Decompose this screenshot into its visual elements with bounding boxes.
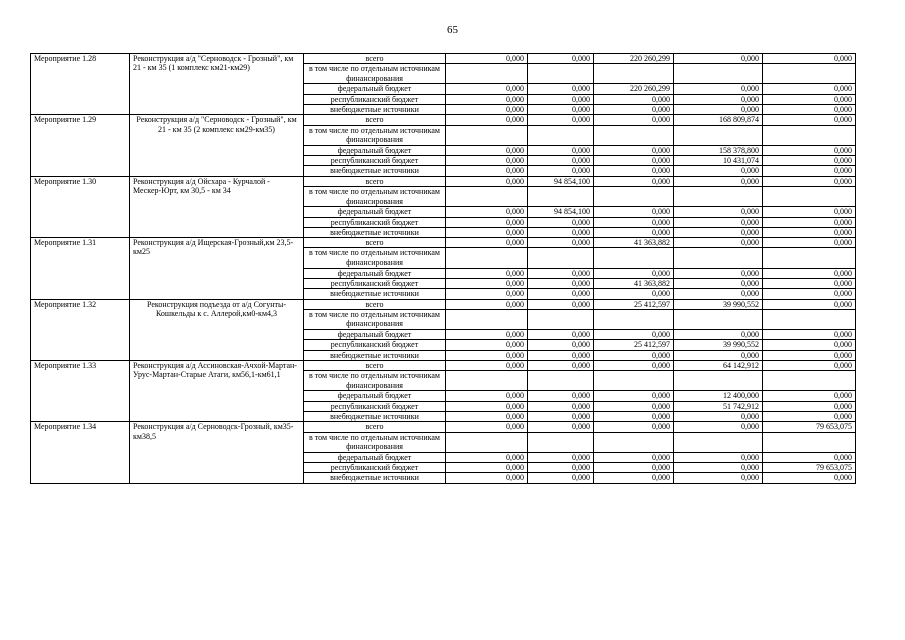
amount-cell [446,64,528,84]
amount-cell [674,432,763,452]
amount-cell [528,248,594,268]
amount-cell [763,64,856,84]
amount-cell: 0,000 [446,289,528,299]
amount-cell [528,371,594,391]
amount-cell: 0,000 [763,473,856,483]
amount-cell: 0,000 [528,463,594,473]
funding-source: в том числе по отдельным источникам финансирования [304,248,446,268]
funding-source: всего [304,115,446,125]
amount-cell: 0,000 [528,350,594,360]
funding-source: всего [304,176,446,186]
amount-cell: 0,000 [446,473,528,483]
amount-cell [594,432,674,452]
amount-cell: 0,000 [674,54,763,64]
amount-cell: 0,000 [446,278,528,288]
event-title: Реконструкция а/д Серноводск-Грозный, км35-км38,5 [130,422,304,483]
funding-source: внебюджетные источники [304,166,446,176]
amount-cell [594,125,674,145]
amount-cell: 0,000 [446,207,528,217]
amount-cell: 0,000 [674,463,763,473]
amount-cell [446,432,528,452]
amount-cell: 64 142,912 [674,360,763,370]
amount-cell: 0,000 [528,166,594,176]
amount-cell: 10 431,074 [674,156,763,166]
amount-cell: 0,000 [446,238,528,248]
amount-cell: 0,000 [528,105,594,115]
amount-cell: 0,000 [528,145,594,155]
amount-cell [763,432,856,452]
amount-cell [528,187,594,207]
amount-cell [446,125,528,145]
table-row [31,54,856,64]
amount-cell [446,248,528,268]
amount-cell: 12 400,000 [674,391,763,401]
amount-cell: 0,000 [528,115,594,125]
table-row [31,238,856,248]
amount-cell: 0,000 [446,422,528,432]
amount-cell: 0,000 [446,340,528,350]
amount-cell: 39 990,552 [674,299,763,309]
amount-cell: 0,000 [528,94,594,104]
amount-cell: 0,000 [528,268,594,278]
amount-cell: 0,000 [594,94,674,104]
funding-source: федеральный бюджет [304,452,446,462]
amount-cell [594,64,674,84]
amount-cell: 0,000 [594,268,674,278]
financing-table-body [31,54,856,484]
amount-cell [594,248,674,268]
amount-cell: 0,000 [763,54,856,64]
amount-cell: 0,000 [594,391,674,401]
amount-cell: 0,000 [594,463,674,473]
event-title: Реконструкция подъезда от а/д Согунты-Кошкельды к с. Аллерой,км0-км4,3 [130,299,304,360]
amount-cell: 0,000 [528,217,594,227]
amount-cell: 0,000 [763,360,856,370]
funding-source: внебюджетные источники [304,411,446,421]
amount-cell: 0,000 [763,105,856,115]
event-label: Мероприятие 1.32 [31,299,130,360]
amount-cell: 0,000 [446,84,528,94]
funding-source: внебюджетные источники [304,473,446,483]
amount-cell: 0,000 [446,268,528,278]
amount-cell: 0,000 [446,217,528,227]
amount-cell: 0,000 [446,391,528,401]
amount-cell: 0,000 [674,105,763,115]
amount-cell: 0,000 [446,115,528,125]
amount-cell: 0,000 [446,401,528,411]
amount-cell: 0,000 [763,145,856,155]
amount-cell: 25 412,597 [594,340,674,350]
amount-cell [674,125,763,145]
funding-source: республиканский бюджет [304,94,446,104]
amount-cell: 0,000 [674,289,763,299]
amount-cell: 0,000 [446,463,528,473]
amount-cell: 0,000 [528,84,594,94]
amount-cell: 0,000 [528,238,594,248]
funding-source: республиканский бюджет [304,217,446,227]
amount-cell: 51 742,912 [674,401,763,411]
amount-cell: 0,000 [446,156,528,166]
amount-cell: 0,000 [528,401,594,411]
amount-cell: 0,000 [446,54,528,64]
event-title: Реконструкция а/д Ассиновская-Ачхой-Мартан-Урус-Мартан-Старые Атаги, км56,1-км61,1 [130,360,304,421]
amount-cell [528,309,594,329]
funding-source: федеральный бюджет [304,207,446,217]
amount-cell: 0,000 [446,329,528,339]
amount-cell [674,64,763,84]
amount-cell: 0,000 [674,411,763,421]
amount-cell [674,187,763,207]
amount-cell: 0,000 [674,350,763,360]
amount-cell: 0,000 [594,329,674,339]
amount-cell: 0,000 [528,411,594,421]
amount-cell: 0,000 [594,227,674,237]
event-label: Мероприятие 1.34 [31,422,130,483]
amount-cell: 41 363,882 [594,278,674,288]
amount-cell: 0,000 [594,145,674,155]
amount-cell: 0,000 [528,340,594,350]
amount-cell: 0,000 [674,268,763,278]
amount-cell: 0,000 [763,94,856,104]
amount-cell: 0,000 [763,289,856,299]
table-row [31,360,856,370]
funding-source: республиканский бюджет [304,156,446,166]
funding-source: в том числе по отдельным источникам финансирования [304,187,446,207]
amount-cell: 41 363,882 [594,238,674,248]
event-title: Реконструкция а/д "Серноводск - Грозный", км 21 - км 35 (2 комплекс км29-км35) [130,115,304,176]
event-label: Мероприятие 1.33 [31,360,130,421]
funding-source: в том числе по отдельным источникам финансирования [304,432,446,452]
amount-cell: 0,000 [674,166,763,176]
event-title: Реконструкция а/д "Серноводск - Грозный", км 21 - км 35 (1 комплекс км21-км29) [130,54,304,115]
event-label: Мероприятие 1.30 [31,176,130,237]
amount-cell: 220 260,299 [594,84,674,94]
amount-cell [674,309,763,329]
amount-cell: 0,000 [594,422,674,432]
event-label: Мероприятие 1.29 [31,115,130,176]
funding-source: всего [304,422,446,432]
amount-cell: 0,000 [446,166,528,176]
amount-cell: 0,000 [446,94,528,104]
funding-source: республиканский бюджет [304,401,446,411]
amount-cell: 0,000 [763,350,856,360]
amount-cell: 0,000 [763,115,856,125]
amount-cell: 0,000 [674,452,763,462]
amount-cell: 0,000 [674,278,763,288]
amount-cell: 0,000 [594,401,674,411]
amount-cell: 0,000 [528,156,594,166]
amount-cell: 0,000 [594,156,674,166]
amount-cell: 0,000 [594,350,674,360]
amount-cell [674,248,763,268]
funding-source: федеральный бюджет [304,145,446,155]
amount-cell [528,64,594,84]
funding-source: республиканский бюджет [304,278,446,288]
amount-cell: 0,000 [594,411,674,421]
amount-cell: 0,000 [594,289,674,299]
amount-cell: 0,000 [763,268,856,278]
amount-cell: 0,000 [594,105,674,115]
amount-cell [763,371,856,391]
funding-source: в том числе по отдельным источникам финансирования [304,309,446,329]
funding-source: федеральный бюджет [304,268,446,278]
funding-source: внебюджетные источники [304,289,446,299]
amount-cell [594,309,674,329]
amount-cell: 0,000 [528,289,594,299]
amount-cell: 0,000 [594,452,674,462]
amount-cell: 0,000 [763,238,856,248]
amount-cell: 79 653,075 [763,422,856,432]
amount-cell [763,187,856,207]
funding-source: внебюджетные источники [304,227,446,237]
event-title: Реконструкция а/д Ойсхара - Курчалой - Мескер-Юрт, км 30,5 - км 34 [130,176,304,237]
amount-cell: 39 990,552 [674,340,763,350]
amount-cell: 0,000 [528,391,594,401]
amount-cell: 0,000 [528,278,594,288]
amount-cell [763,125,856,145]
event-title: Реконструкция а/д Ищерская-Грозный,км 23,5-км25 [130,238,304,299]
amount-cell [594,187,674,207]
funding-source: республиканский бюджет [304,340,446,350]
amount-cell: 0,000 [674,217,763,227]
amount-cell: 0,000 [446,350,528,360]
amount-cell: 0,000 [763,278,856,288]
amount-cell: 0,000 [528,54,594,64]
amount-cell: 0,000 [446,227,528,237]
financing-table [30,53,856,484]
amount-cell: 0,000 [528,422,594,432]
amount-cell: 0,000 [763,84,856,94]
funding-source: в том числе по отдельным источникам финансирования [304,125,446,145]
table-row [31,299,856,309]
amount-cell: 0,000 [763,207,856,217]
amount-cell: 0,000 [674,238,763,248]
amount-cell: 0,000 [446,360,528,370]
amount-cell: 0,000 [763,340,856,350]
amount-cell [446,187,528,207]
amount-cell: 0,000 [528,473,594,483]
amount-cell: 0,000 [528,227,594,237]
amount-cell [446,371,528,391]
amount-cell: 0,000 [763,227,856,237]
page-number: 65 [447,24,458,36]
amount-cell: 0,000 [763,329,856,339]
amount-cell: 220 260,299 [594,54,674,64]
amount-cell: 0,000 [446,299,528,309]
amount-cell: 168 809,874 [674,115,763,125]
amount-cell: 0,000 [674,422,763,432]
amount-cell [763,309,856,329]
amount-cell: 0,000 [446,105,528,115]
amount-cell: 0,000 [528,452,594,462]
amount-cell: 94 854,100 [528,207,594,217]
amount-cell: 0,000 [674,329,763,339]
amount-cell: 0,000 [594,115,674,125]
table-row [31,115,856,125]
funding-source: федеральный бюджет [304,391,446,401]
amount-cell: 0,000 [763,452,856,462]
funding-source: всего [304,238,446,248]
event-label: Мероприятие 1.31 [31,238,130,299]
amount-cell: 25 412,597 [594,299,674,309]
amount-cell: 0,000 [446,176,528,186]
funding-source: внебюджетные источники [304,350,446,360]
amount-cell [446,309,528,329]
table-row [31,422,856,432]
amount-cell [528,125,594,145]
amount-cell: 94 854,100 [528,176,594,186]
amount-cell [763,248,856,268]
amount-cell: 0,000 [763,391,856,401]
funding-source: федеральный бюджет [304,329,446,339]
amount-cell: 0,000 [674,473,763,483]
funding-source: внебюджетные источники [304,105,446,115]
amount-cell: 0,000 [763,217,856,227]
amount-cell: 0,000 [763,166,856,176]
funding-source: всего [304,360,446,370]
amount-cell: 0,000 [446,145,528,155]
funding-source: республиканский бюджет [304,463,446,473]
amount-cell: 0,000 [594,207,674,217]
amount-cell [528,432,594,452]
funding-source: всего [304,54,446,64]
funding-source: в том числе по отдельным источникам финансирования [304,64,446,84]
amount-cell: 0,000 [446,411,528,421]
funding-source: федеральный бюджет [304,84,446,94]
funding-source: всего [304,299,446,309]
amount-cell: 79 653,075 [763,463,856,473]
amount-cell: 0,000 [763,156,856,166]
amount-cell: 0,000 [446,452,528,462]
amount-cell [594,371,674,391]
amount-cell: 0,000 [594,360,674,370]
amount-cell: 0,000 [528,360,594,370]
amount-cell: 0,000 [763,176,856,186]
amount-cell: 158 378,800 [674,145,763,155]
amount-cell: 0,000 [594,217,674,227]
amount-cell: 0,000 [528,329,594,339]
amount-cell: 0,000 [674,94,763,104]
amount-cell: 0,000 [763,411,856,421]
event-label: Мероприятие 1.28 [31,54,130,115]
amount-cell: 0,000 [674,84,763,94]
amount-cell: 0,000 [674,207,763,217]
table-row [31,176,856,186]
funding-source: в том числе по отдельным источникам финансирования [304,371,446,391]
amount-cell: 0,000 [763,401,856,411]
amount-cell [674,371,763,391]
amount-cell: 0,000 [674,227,763,237]
amount-cell: 0,000 [763,299,856,309]
amount-cell: 0,000 [528,299,594,309]
amount-cell: 0,000 [594,176,674,186]
amount-cell: 0,000 [594,166,674,176]
amount-cell: 0,000 [674,176,763,186]
amount-cell: 0,000 [594,473,674,483]
